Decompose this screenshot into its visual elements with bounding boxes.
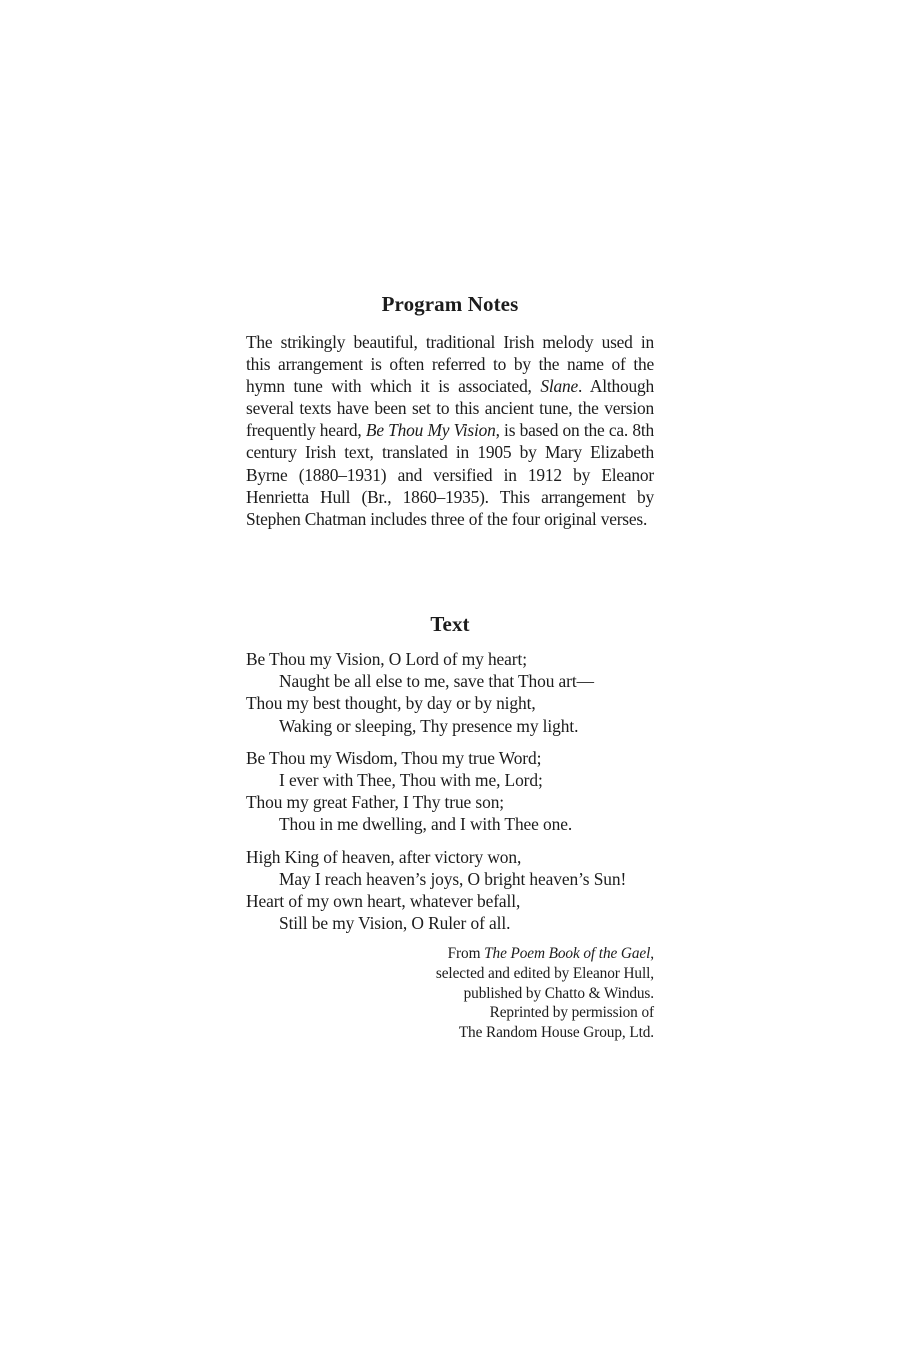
book-title: The Poem Book of the Gael	[484, 945, 651, 963]
stanza-2	[246, 747, 654, 836]
stanza-3	[246, 846, 654, 935]
credit-line-4: Reprinted by permission of	[489, 1004, 654, 1022]
credit-line-5: The Random House Group, Ltd.	[458, 1023, 654, 1041]
verse-line: Be Thou my Wisdom, Thou my true Word;	[246, 747, 542, 768]
verse-line: May I reach heaven’s joys, O bright heaven’s Sun!	[279, 868, 627, 889]
verse-line: Thou my great Father, I Thy true son;	[246, 792, 505, 813]
verse-line: Still be my Vision, O Ruler of all.	[279, 913, 511, 934]
verse-line: High King of heaven, after victory won,	[246, 846, 522, 867]
verse-line: Naught be all else to me, save that Thou art—	[279, 671, 594, 692]
verse-line: Waking or sleeping, Thy presence my light.	[279, 715, 579, 736]
verse-line: Thou in me dwelling, and I with Thee one.	[279, 814, 573, 835]
credit-from-prefix: From	[447, 945, 485, 963]
stanza-1	[246, 648, 654, 737]
program-notes-text-1: The strikingly beautiful, traditional Irish melody used in this arrangement is often referred to by the name of the hymn tune with which it is associated,	[246, 332, 654, 397]
credit-from-suffix: ,	[650, 945, 654, 963]
credit-line-2: selected and edited by Eleanor Hull,	[435, 965, 654, 983]
verse-line: I ever with Thee, Thou with me, Lord;	[279, 770, 543, 791]
credit-line-3: published by Chatto & Windus.	[463, 984, 654, 1002]
text-heading: Text	[430, 612, 470, 636]
tune-name: Slane	[540, 376, 579, 397]
program-notes-section	[246, 292, 654, 530]
source-credit	[246, 944, 654, 1042]
text-section	[246, 612, 654, 1042]
verse-line: Heart of my own heart, whatever befall,	[246, 891, 521, 912]
verse-line: Thou my best thought, by day or by night,	[246, 693, 536, 714]
program-notes-heading: Program Notes	[381, 292, 519, 316]
hymn-title: Be Thou My Vision	[365, 420, 496, 441]
program-notes-text-3: , is based on the ca. 8th century Irish text, translated in 1905 by Mary Elizabeth Byrne (1880–1931) and versified in 1912 by Eleanor Henrietta Hull (Br., 1860–1935). This arrangement by Stephen Chatman includes three of the four original verses.	[246, 420, 654, 529]
verse-line: Be Thou my Vision, O Lord of my heart;	[246, 649, 527, 669]
program-notes-text-2: . Although several texts have been set to this ancient tune, the version frequently heard,	[246, 376, 654, 441]
program-notes-paragraph	[246, 331, 654, 530]
credit-line-1	[246, 944, 654, 964]
